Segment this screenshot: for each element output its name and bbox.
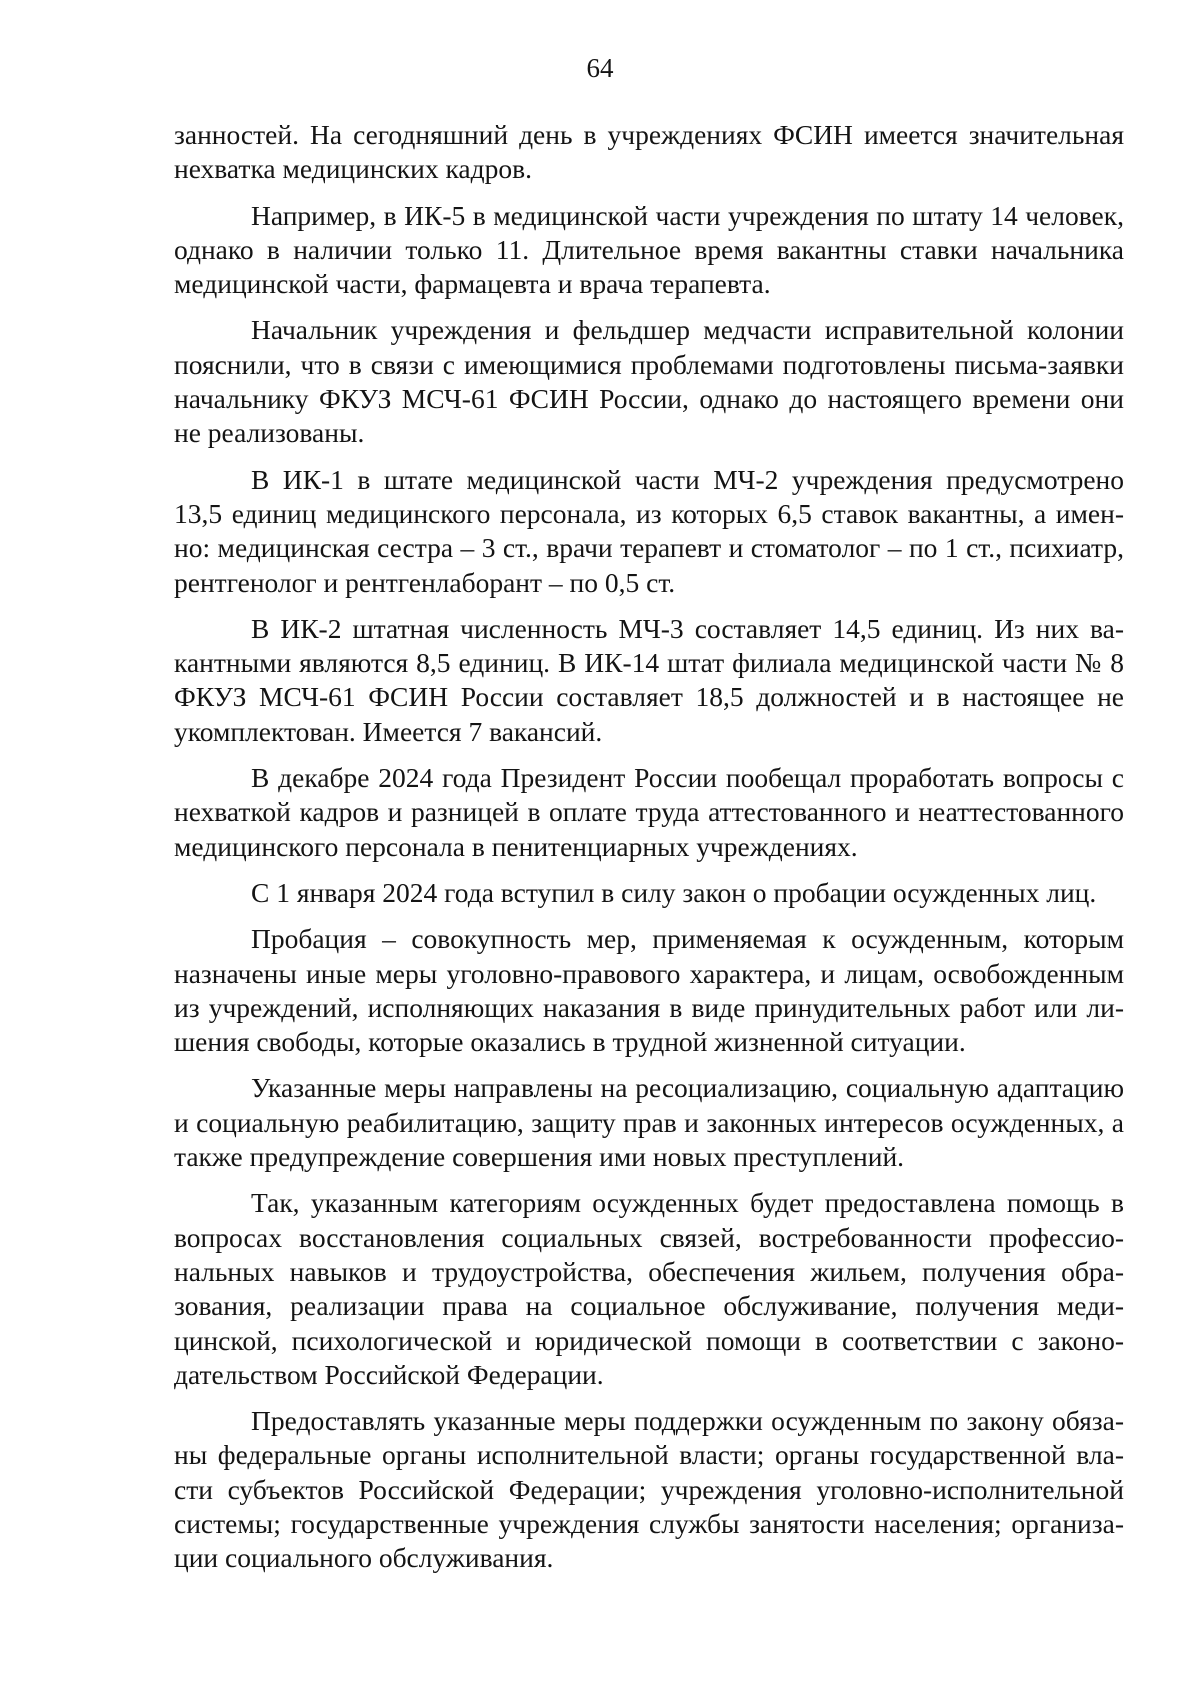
paragraph-responsible-bodies: Предоставлять указанные меры поддержки осужденным по закону обязаны федеральные органы исполнительной власти; органы государственной власти субъектов Российской Федерации; учреждения уголовно-исполнительной системы; государственные учреждения службы занятости населения; организации социального обслуживания.: [174, 1405, 1124, 1574]
paragraph-probation-definition: Пробация – совокупность мер, применяемая к осужденным, которым назначены иные меры уголовно-правового характера, и лицам, освобожденным из учреждений, исполняющих наказания в виде принудительных работ или лишения свободы, которые оказались в трудной жизненной ситуации.: [174, 923, 1124, 1058]
paragraph-applications: Начальник учреждения и фельдшер медчасти исправительной колонии пояснили, что в связи с имеющимися проблемами подготовлены письма-заявки начальнику ФКУЗ МСЧ-61 ФСИН России, однако до настоящего времени они не реализованы.: [174, 314, 1124, 449]
paragraph-assistance: Так, указанным категориям осужденных будет предоставлена помощь в вопросах восстановления социальных связей, востребованности профессиональных навыков и трудоустройства, обеспечения жильем, получения образования, реализации права на социальное обслуживание, получения медицинской, психологической и юридической помощи в соответствии с законодательством Российской Федерации.: [174, 1187, 1124, 1390]
paragraph-ik2-ik14: В ИК-2 штатная численность МЧ-3 составляет 14,5 единиц. Из них вакантными являются 8,5 единиц. В ИК-14 штат филиала медицинской части № 8 ФКУЗ МСЧ-61 ФСИН России составляет 18,5 должностей и в настоящее не укомплектован. Имеется 7 вакансий.: [174, 612, 1124, 747]
page-number: 64: [586, 53, 614, 83]
paragraph-president: В декабре 2024 года Президент России пообещал проработать вопросы с нехваткой кадров и разницей в оплате труда аттестованного и неаттестованного медицинского персонала в пенитенциарных учреждениях.: [174, 762, 1124, 862]
paragraph-ik5: Например, в ИК-5 в медицинской части учреждения по штату 14 человек, однако в наличии только 11. Длительное время вакантны ставки начальника медицинской части, фармацевта и врача терапевта.: [174, 199, 1124, 300]
paragraph-ik1: В ИК-1 в штате медицинской части МЧ-2 учреждения предусмотрено 13,5 единиц медицинского персонала, из которых 6,5 ставок вакантны, а именно: медицинская сестра – 3 ст., врачи терапевт и стоматолог – по 1 ст., психиатр, рентгенолог и рентгенлаборант – по 0,5 ст.: [174, 463, 1124, 598]
paragraph-measures-purpose: Указанные меры направлены на ресоциализацию, социальную адаптацию и социальную реабилитацию, защиту прав и законных интересов осужденных, а также предупреждение совершения ими новых преступлений.: [174, 1072, 1124, 1173]
paragraph-staff-shortage-intro: занностей. На сегодняшний день в учреждениях ФСИН имеется значительная нехватка медицинских кадров.: [174, 119, 1124, 185]
document-body: [174, 118, 1124, 1588]
paragraph-probation-law: С 1 января 2024 года вступил в силу закон о пробации осужденных лиц.: [251, 876, 1097, 908]
